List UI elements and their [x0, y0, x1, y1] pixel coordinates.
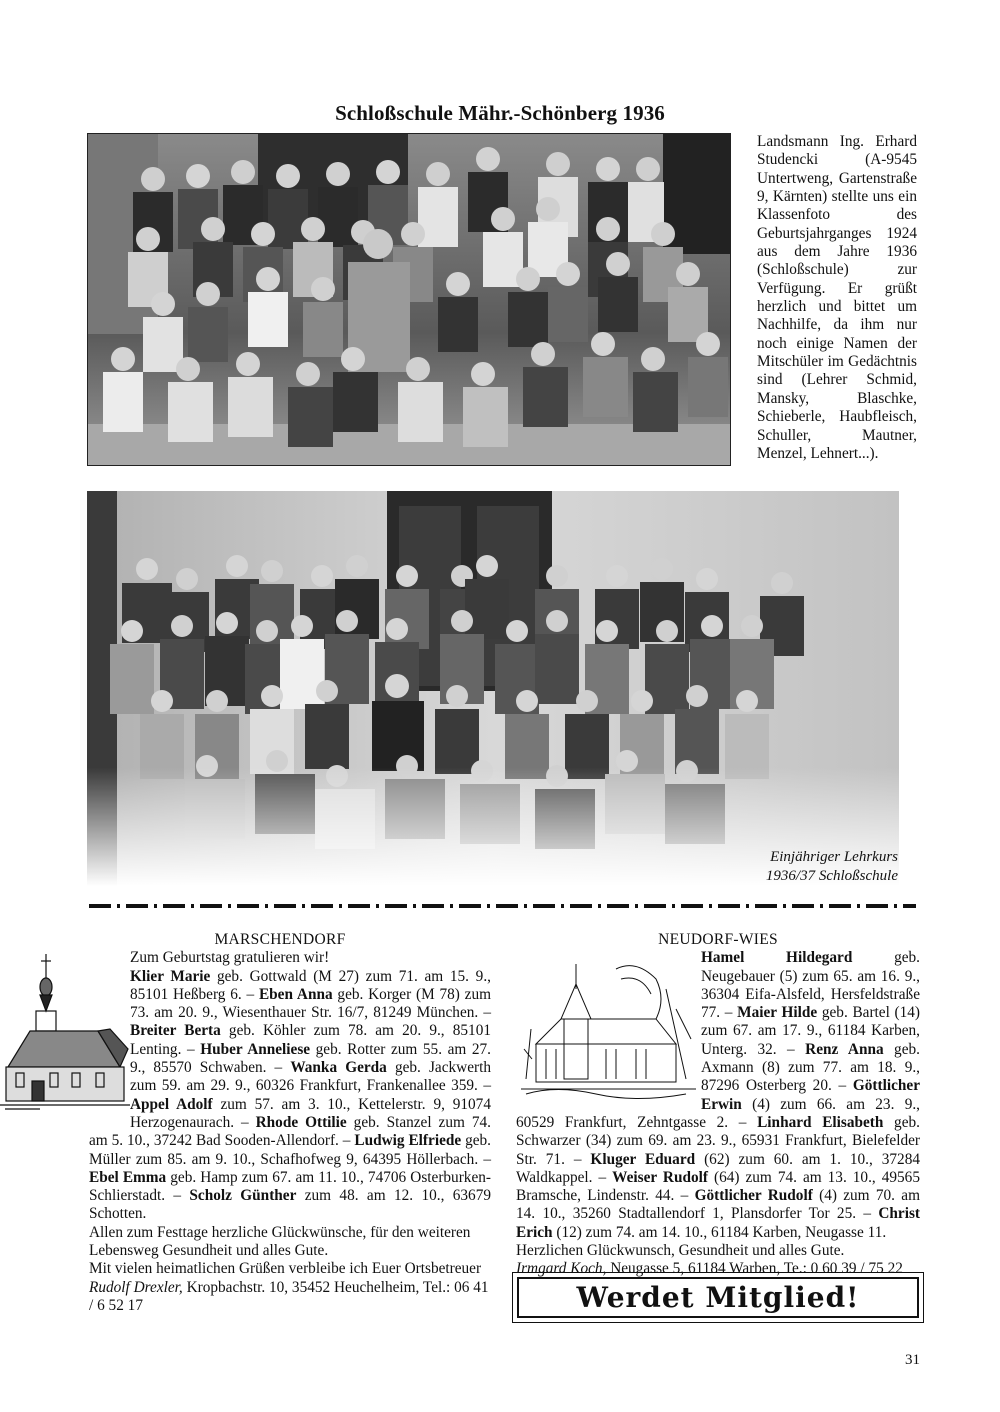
entry-name: Ludwig Elfriede: [354, 1132, 462, 1150]
marschendorf-signature: [89, 1279, 491, 1316]
entry-details: geb. Stanzel zum 74. am 5. 10., 37242 Bad Sooden-Allendorf. –: [89, 1113, 491, 1150]
membership-banner: Werdet Mitglied!: [517, 1277, 919, 1318]
church-icon: [0, 949, 130, 1119]
signer-address: Kropbachstr. 10, 35452 Heuchelheim, Tel.: 06 41 / 6 52 17: [89, 1278, 489, 1314]
marschendorf-intro: Zum Geburtstag gratulieren wir!: [130, 949, 330, 967]
entry-name: Maier Hilde: [737, 1004, 818, 1022]
entry-name: Kluger Eduard: [590, 1150, 696, 1168]
photo-2-caption-line-1: Einjähriger Lehrkurs: [770, 849, 898, 865]
entry-name: Hamel Hildegard: [701, 949, 853, 967]
entry-name: Breiter Berta: [130, 1022, 221, 1040]
entry-details: geb. Köhler zum 78. am 20. 9., 85101 Lenting. –: [130, 1022, 491, 1058]
marschendorf-heading: MARSCHENDORF: [214, 931, 346, 948]
marschendorf-entries: [89, 968, 491, 1224]
signer-name: Irmgard Koch,: [516, 1260, 607, 1278]
church-illustration-marschendorf: [0, 949, 130, 1119]
entry-details: geb. Jackwerth zum 59. am 29. 9., 60326 Frankfurt, Frankenallee 359. –: [130, 1059, 491, 1095]
entry-details: zum 57. am 3. 10., Kettelerstr. 9, 91074 Herzogenaurach. –: [130, 1095, 491, 1131]
signer-address: Neugasse 5, 61184 Warben, Te.: 0 60 39 / 75 22: [606, 1260, 903, 1278]
neudorf-wies-closing: Herzlichen Glückwunsch, Gesundheit und alles Gute.: [516, 1242, 845, 1260]
entry-details: zum 48. am 12. 10., 63679 Schotten.: [89, 1187, 491, 1223]
entry-name: Renz Anna: [805, 1040, 884, 1058]
entry-details: geb. Müller zum 85. am 9. 10., Schafhofweg 9, 64395 Höllerbach. –: [89, 1132, 491, 1168]
section-divider: [89, 904, 916, 908]
photo-2-caption: [700, 848, 898, 886]
entry-name: Christ Erich: [516, 1205, 920, 1241]
church-sketch-icon: [516, 949, 701, 1099]
entry-name: Rhode Ottilie: [255, 1113, 347, 1131]
entry-details: geb. Bartel (14) zum 67. am 17. 9., 61184 Karben, Unterg. 32. –: [701, 1004, 920, 1058]
class-photo-lehrkurs-image: [87, 491, 899, 886]
entry-details: (4) zum 66. am 23. 9., 60529 Frankfurt, Zehntgasse 2. –: [516, 1095, 920, 1131]
entry-name: Huber Anneliese: [200, 1040, 311, 1058]
entry-name: Klier Marie: [130, 967, 211, 985]
entry-details: (12) zum 74. am 14. 10., 61184 Karben, Neugasse 11.: [552, 1223, 887, 1241]
marschendorf-section: [89, 931, 491, 1315]
entry-details: (64) zum 74. am 13. 10., 49565 Bramsche, Lindenstr. 44. –: [516, 1168, 920, 1205]
entry-name: Weiser Rudolf: [612, 1168, 708, 1186]
photo-1-description: Landsmann Ing. Erhard Studencki (A-9545 Untertweng, Gartenstraße 9, Kärnten) stellte uns ein Klassenfoto des Geburtsjahrganges 1924 aus dem Jahre 1936 (Schloßschule) zur Verfügung. Er grüßt herzlich und bittet um Nachhilfe, da ihm nur noch einige Namen der Mitschüler im Gedächtnis sind (Lehrer Schmid, Mansky, Blaschke, Schieberle, Haubfleisch, Schuller, Mautner, Menzel, Lehnert...).: [757, 133, 917, 462]
entry-details: geb. Gottwald (M 27) zum 71. am 15. 9., 85101 Heßberg 6. –: [130, 967, 491, 1003]
entry-details: geb. Rotter zum 55. am 27. 9., 85570 Schwaben. –: [130, 1040, 491, 1077]
entry-details: geb. Hamp zum 67. am 11. 10., 74706 Osterburken-Schlierstadt. –: [89, 1168, 491, 1205]
entry-details: geb. Axmann (8) zum 77. am 18. 9., 87296 Osterberg 20. –: [701, 1040, 920, 1095]
marschendorf-closing-1: Allen zum Festtage herzliche Glückwünsche, für den weiteren Lebensweg Gesundheit und alles Gute.: [89, 1223, 471, 1260]
entry-details: geb. Korger (M 78) zum 73. am 20. 9., Wiesenthauer Str. 16/7, 81249 München. –: [130, 985, 491, 1022]
entry-name: Ebel Emma: [89, 1168, 167, 1186]
neudorf-wies-heading: NEUDORF-WIES: [658, 931, 778, 948]
neudorf-wies-section: [516, 931, 920, 1279]
entry-name: Wanka Gerda: [290, 1059, 387, 1077]
entry-name: Göttlicher Erwin: [701, 1077, 920, 1113]
entry-details: (62) zum 60. am 1. 10., 37284 Waldkappel. –: [516, 1150, 920, 1186]
entry-name: Appel Adolf: [130, 1095, 213, 1113]
entry-name: Scholz Günther: [189, 1187, 297, 1205]
entry-name: Eben Anna: [258, 985, 333, 1003]
class-photo-1936: [87, 133, 731, 466]
entry-details: geb. Neugebauer (5) zum 65. am 16. 9., 36304 Eifa-Alsfeld, Hersfeldstraße 77. –: [701, 949, 920, 1022]
signer-name: Rudolf Drexler,: [89, 1278, 183, 1296]
entry-name: Linhard Elisabeth: [757, 1113, 884, 1131]
marschendorf-closing-2: Mit vielen heimatlichen Grüßen verbleibe ich Euer Ortsbetreuer: [89, 1260, 482, 1278]
page-title: Schloßschule Mähr.-Schönberg 1936: [335, 101, 665, 125]
class-photo-1936-image: [88, 134, 730, 465]
photo-2-caption-line-2: 1936/37 Schloßschule: [765, 868, 898, 884]
church-illustration-neudorf: [516, 949, 701, 1099]
page-number: 31: [905, 1352, 920, 1368]
entry-name: Göttlicher Rudolf: [694, 1187, 813, 1205]
class-photo-lehrkurs: [87, 491, 899, 886]
entry-details: geb. Schwarzer (34) zum 69. am 23. 9., 65931 Frankfurt, Bielefelder Str. 71. –: [516, 1113, 920, 1168]
entry-details: (4) zum 70. am 14. 10., 35260 Stadtallendorf 1, Plansdorfer Tor 25. –: [516, 1187, 920, 1223]
